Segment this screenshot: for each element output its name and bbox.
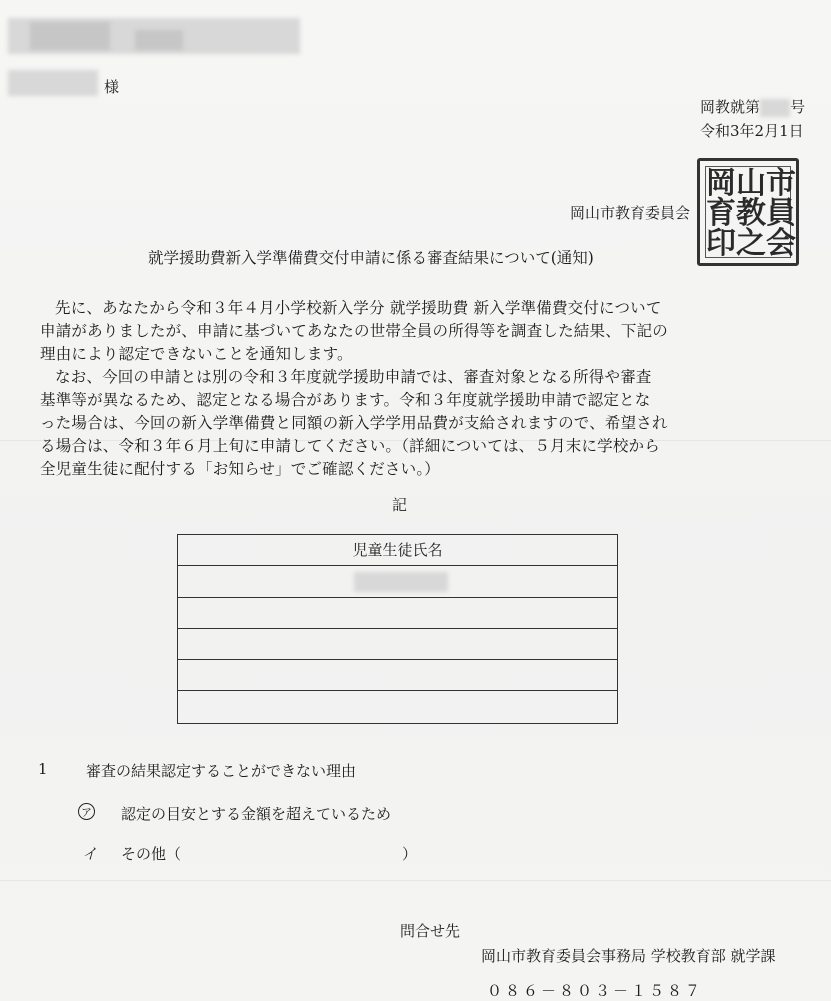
table-row: [178, 691, 617, 722]
seal-char: 岡: [706, 166, 736, 201]
body-line: 理由により認定できないことを通知します。: [40, 345, 353, 363]
official-seal: [697, 158, 799, 266]
redacted-address: [30, 22, 110, 50]
table-row: [178, 598, 617, 629]
option-b-label: その他（: [121, 845, 182, 863]
option-a-circled-mark: ア: [78, 803, 95, 820]
table-row: [178, 629, 617, 660]
issue-date: 令和3年2月1日: [700, 122, 804, 140]
body-line: なお、今回の申請とは別の令和３年度就学援助申請では、審査対象となる所得や審査: [55, 368, 652, 386]
body-line: る場合は、令和３年６月上旬に申請してください。（詳細については、５月末に学校から: [40, 437, 660, 455]
body-line: った場合は、今回の新入学準備費と同額の新入学学用品費が支給されますので、希望され: [40, 414, 668, 432]
student-name-table: [177, 534, 618, 724]
doc-number-prefix: 岡教就第: [700, 98, 761, 116]
body-line: 全児童生徒に配付する「お知らせ」でご確認ください。）: [40, 460, 440, 478]
seal-char: 山: [736, 166, 766, 201]
redacted-doc-number: [760, 99, 790, 117]
seal-char: 育: [706, 196, 736, 231]
table-row: [178, 566, 617, 597]
body-line: 申請がありましたが、申請に基づいてあなたの世帯全員の所得等を調査した結果、下記の: [40, 322, 669, 340]
seal-char: 市: [766, 166, 796, 201]
seal-char: 会: [766, 226, 796, 261]
document-title: 就学援助費新入学準備費交付申請に係る審査結果について(通知): [148, 249, 594, 267]
redacted-student-name: [354, 572, 448, 592]
reason-heading: 審査の結果認定することができない理由: [86, 762, 357, 780]
body-line: 先に、あなたから令和３年４月小学校新入学分 就学援助費 新入学準備費交付について: [55, 299, 662, 317]
option-a-text: 認定の目安とする金額を超えているため: [121, 805, 392, 823]
contact-label: 問合せ先: [400, 922, 461, 940]
issuer-name: 岡山市教育委員会: [570, 204, 691, 222]
redacted-address: [135, 30, 183, 50]
body-line: 基準等が異なるため、認定となる場合があります。令和３年度就学援助申請で認定とな: [40, 391, 651, 409]
paper-fold-line: [0, 880, 831, 881]
doc-number: [700, 96, 805, 117]
table-header-label: 児童生徒氏名: [352, 541, 443, 559]
reason-number: 1: [38, 760, 48, 778]
table-row: [178, 660, 617, 691]
doc-number-suffix: 号: [790, 98, 806, 116]
contact-office: 岡山市教育委員会事務局 学校教育部 就学課: [481, 947, 776, 965]
option-b-close: ）: [402, 845, 418, 863]
ki-heading: 記: [392, 496, 408, 514]
seal-char: 之: [736, 226, 766, 261]
redacted-recipient-name: [8, 70, 98, 96]
contact-phone: ０８６－８０３－１５８７: [487, 982, 704, 1000]
recipient-suffix: 様: [104, 78, 120, 96]
seal-char: 印: [706, 226, 736, 261]
seal-char: 員: [766, 196, 796, 231]
table-header: [178, 535, 617, 566]
seal-char: 教: [736, 196, 766, 231]
option-b-mark: イ: [82, 845, 98, 863]
